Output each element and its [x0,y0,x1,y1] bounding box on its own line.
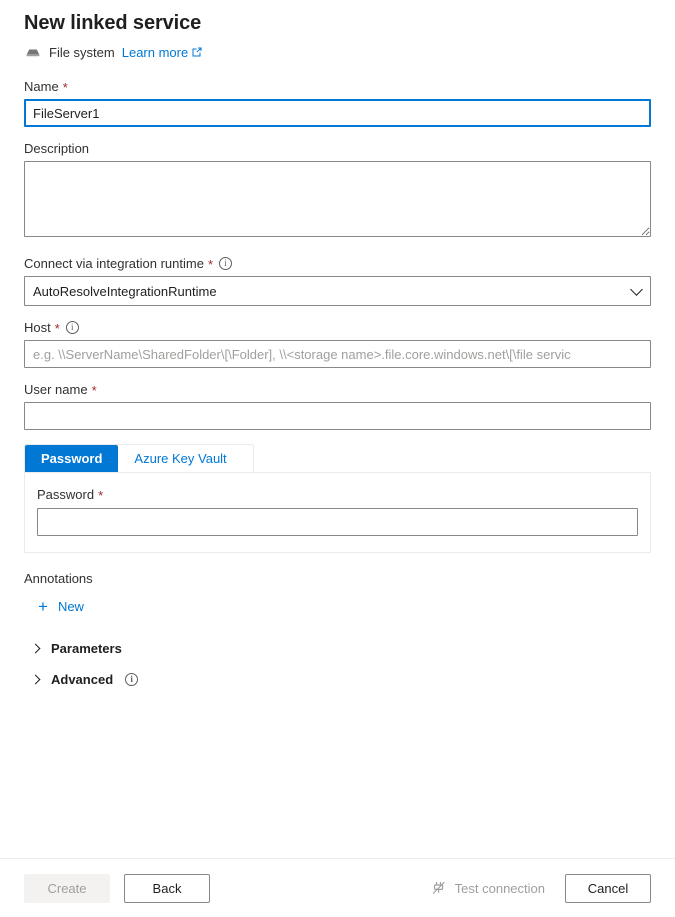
name-input[interactable] [24,99,651,127]
host-input[interactable] [24,340,651,368]
back-button[interactable]: Back [124,874,210,903]
plug-icon [431,880,447,896]
test-connection-button[interactable] [431,880,545,896]
user-name-field-block [24,382,651,430]
description-textarea[interactable] [24,161,651,237]
plus-icon: + [38,597,48,616]
create-button[interactable]: Create [24,874,110,903]
advanced-section-toggle[interactable] [24,664,651,695]
integration-runtime-required-mark: * [207,257,213,272]
description-label-row [24,141,651,156]
panel-footer [0,858,675,917]
cancel-button[interactable]: Cancel [565,874,651,903]
parameters-label: Parameters [51,641,122,656]
integration-runtime-select[interactable] [24,276,651,306]
password-label: Password [37,487,95,502]
host-field-block [24,320,651,368]
user-name-required-mark: * [91,383,97,398]
file-system-icon [24,43,42,61]
host-required-mark: * [54,321,60,336]
name-label: Name [24,79,59,94]
name-field-block [24,79,651,127]
password-panel [24,472,651,553]
host-label: Host [24,320,51,335]
info-icon[interactable]: i [219,257,232,270]
chevron-right-icon [31,675,41,685]
add-annotation-label: New [57,599,84,614]
user-name-input[interactable] [24,402,651,430]
description-field-block [24,141,651,242]
password-required-mark: * [98,488,104,503]
user-name-label-row [24,382,651,397]
user-name-label: User name [24,382,88,397]
integration-runtime-select-wrap [24,276,651,306]
chevron-right-icon [31,644,41,654]
description-label: Description [24,141,90,156]
password-label-row [37,487,638,502]
external-link-icon [191,46,203,58]
test-connection-label: Test connection [454,880,545,896]
auth-method-tabs [24,444,254,472]
integration-runtime-value: AutoResolveIntegrationRuntime [33,283,217,299]
learn-more-link[interactable] [122,45,203,60]
integration-runtime-field-block [24,256,651,306]
add-annotation-button[interactable] [24,594,84,619]
integration-runtime-label: Connect via integration runtime [24,256,204,271]
tab-password[interactable]: Password [25,445,118,473]
learn-more-label: Learn more [121,44,189,60]
parameters-section-toggle[interactable] [24,633,651,664]
page-title: New linked service [24,12,202,34]
info-icon[interactable]: i [66,321,79,334]
host-label-row [24,320,651,335]
service-name: File system [49,44,115,60]
tab-azure-key-vault[interactable]: Azure Key Vault [134,450,227,466]
advanced-label: Advanced [51,672,114,687]
info-icon[interactable]: i [125,673,138,686]
name-label-row [24,79,651,94]
service-subtitle [24,41,651,63]
password-input[interactable] [37,508,638,536]
annotations-label: Annotations [24,571,93,586]
integration-runtime-label-row [24,256,651,271]
name-required-mark: * [62,80,68,95]
